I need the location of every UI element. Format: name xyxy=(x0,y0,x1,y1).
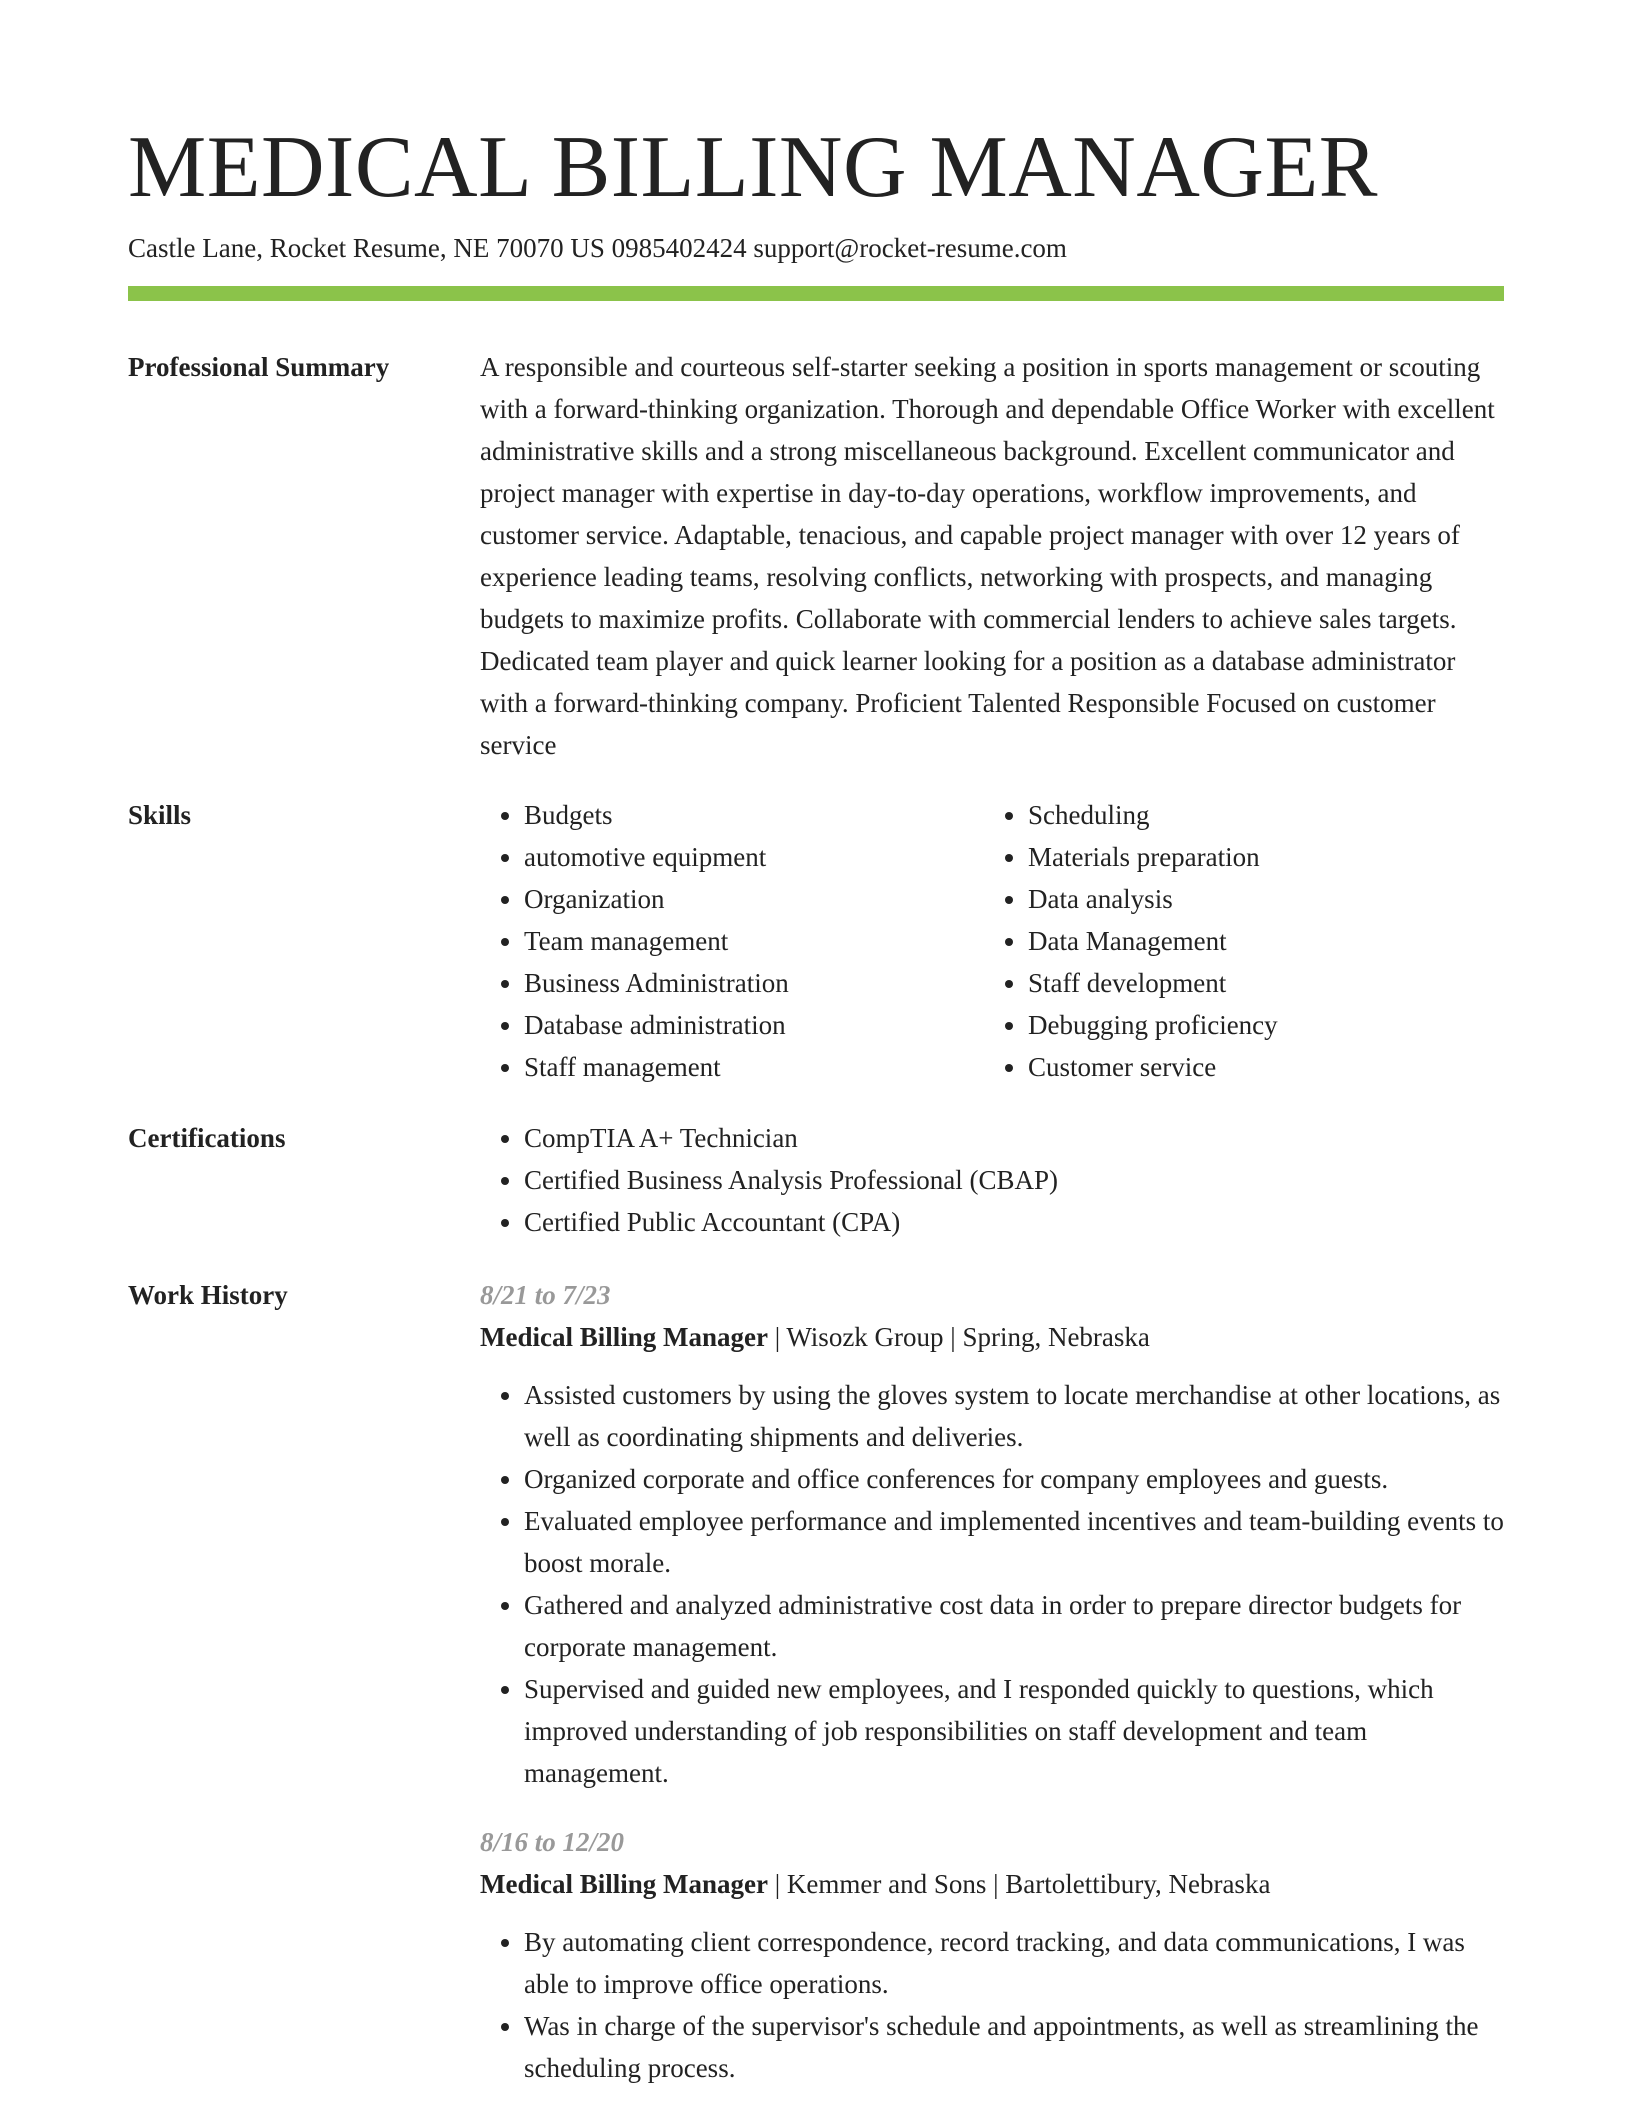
job-bullet: • Supervised and guided new employees, and I responded quickly to questions, which improved understanding of job responsibilities on staff development and team management. xyxy=(524,1668,1504,1794)
resume-title: MEDICAL BILLING MANAGER xyxy=(128,119,1378,216)
job-heading xyxy=(480,1863,1504,1905)
job-bullet: • Was in charge of the supervisor's schedule and appointments, as well as streamlining the scheduling process. xyxy=(524,2005,1504,2089)
skill-item: • Debugging proficiency xyxy=(1028,1004,1488,1046)
skill-item: • Staff management xyxy=(524,1046,984,1088)
certifications-list xyxy=(480,1117,1504,1243)
job-dates: 8/21 to 7/23 xyxy=(480,1280,611,1310)
job-bullet: • Organized corporate and office conferences for company employees and guests. xyxy=(524,1458,1504,1500)
job-bullet: • Assisted customers by using the gloves system to locate merchandise at other locations, as well as coordinating shipments and deliveries. xyxy=(524,1374,1504,1458)
certification-item: • Certified Business Analysis Professional (CBAP) xyxy=(524,1159,1504,1201)
skill-item: • Team management xyxy=(524,920,984,962)
job-bullets xyxy=(480,1921,1504,2089)
job-entry xyxy=(480,1274,1504,1794)
skill-item: • Business Administration xyxy=(524,962,984,1004)
skill-item: • Customer service xyxy=(1028,1046,1488,1088)
skill-item: • Database administration xyxy=(524,1004,984,1046)
skills-heading: Skills xyxy=(128,800,192,830)
skill-item: • Data Management xyxy=(1028,920,1488,962)
skills-list-right xyxy=(984,794,1488,1088)
skill-item: • Organization xyxy=(524,878,984,920)
job-entry xyxy=(480,1821,1504,2089)
job-heading xyxy=(480,1316,1504,1358)
skill-item: • Staff development xyxy=(1028,962,1488,1004)
certification-item: • CompTIA A+ Technician xyxy=(524,1117,1504,1159)
job-dates: 8/16 to 12/20 xyxy=(480,1827,625,1857)
certifications-heading: Certifications xyxy=(128,1123,286,1153)
job-bullet: • By automating client correspondence, record tracking, and data communications, I was able to improve office operations. xyxy=(524,1921,1504,2005)
header-accent-rule xyxy=(128,286,1504,301)
job-bullet: • Gathered and analyzed administrative cost data in order to prepare director budgets for corporate management. xyxy=(524,1584,1504,1668)
job-bullet: • Evaluated employee performance and implemented incentives and team-building events to boost morale. xyxy=(524,1500,1504,1584)
contact-line: Castle Lane, Rocket Resume, NE 70070 US 0985402424 support@rocket-resume.com xyxy=(128,233,1067,263)
job-details: | Kemmer and Sons | Bartolettibury, Nebraska xyxy=(767,1869,1271,1899)
skill-item: • Budgets xyxy=(524,794,984,836)
job-title: Medical Billing Manager xyxy=(480,1869,768,1899)
skill-item: • Scheduling xyxy=(1028,794,1488,836)
skill-item: • Data analysis xyxy=(1028,878,1488,920)
job-title: Medical Billing Manager xyxy=(480,1322,768,1352)
job-details: | Wisozk Group | Spring, Nebraska xyxy=(767,1322,1150,1352)
skill-item: • automotive equipment xyxy=(524,836,984,878)
work-history-heading: Work History xyxy=(128,1280,288,1310)
summary-text: A responsible and courteous self-starter seeking a position in sports management or scouting with a forward-thinking organization. Thorough and dependable Office Worker with excellent administrative skills and a strong miscellaneous background. Excellent communicator and project manager with expertise in day-to-day operations, workflow improvements, and customer service. Adaptable, tenacious, and capable project manager with over 12 years of experience leading teams, resolving conflicts, networking with prospects, and managing budgets to maximize profits. Collaborate with commercial lenders to achieve sales targets. Dedicated team player and quick learner looking for a position as a database administrator with a forward-thinking company. Proficient Talented Responsible Focused on customer service xyxy=(480,352,1495,760)
job-bullets xyxy=(480,1374,1504,1794)
skills-list-left xyxy=(480,794,984,1088)
certification-item: • Certified Public Accountant (CPA) xyxy=(524,1201,1504,1243)
summary-heading: Professional Summary xyxy=(128,352,390,382)
skill-item: • Materials preparation xyxy=(1028,836,1488,878)
